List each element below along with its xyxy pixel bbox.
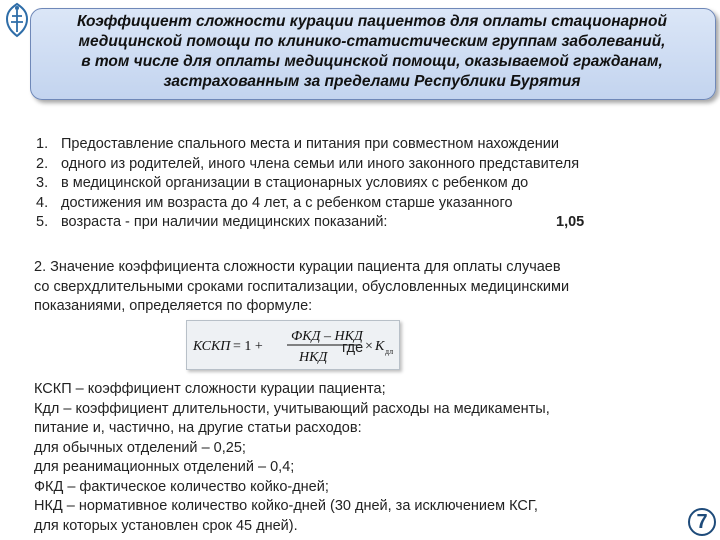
list-number: 4. xyxy=(36,194,49,211)
list-item xyxy=(36,135,696,155)
list-number: 3. xyxy=(36,175,49,191)
list-text: достижения им возраста до 4 лет, а с ребенком старше указанного xyxy=(61,194,513,211)
emblem-logo-icon xyxy=(2,2,32,38)
list-text: Предоставление спального места и питания при совместном нахождении xyxy=(61,136,559,152)
list-item xyxy=(36,174,696,194)
formula-k: К xyxy=(375,339,385,354)
formula-eq: = 1 + xyxy=(233,339,263,354)
title-line: в том числе для оплаты медицинской помощи, оказываемой гражданам, xyxy=(81,53,663,70)
numbered-list xyxy=(36,135,696,233)
paragraph-line: со сверхдлительными сроками госпитализации, обусловленных медицинскими xyxy=(34,278,570,295)
list-item xyxy=(36,194,696,214)
definition-line: ФКД – фактическое количество койко-дней; xyxy=(34,478,329,495)
definition-line: КСКП – коэффициент сложности курации пациента; xyxy=(34,381,386,397)
definition-line: питание и, частично, на другие статьи расходов: xyxy=(34,420,362,436)
list-number: 1. xyxy=(36,136,49,152)
list-text: одного из родителей, иного члена семьи или иного законного представителя xyxy=(61,155,580,172)
page-number-badge: 7 xyxy=(688,508,716,536)
formula-image xyxy=(186,320,400,370)
definition-line: НКД – нормативное количество койко-дней (30 дней, за исключением КСГ, xyxy=(34,498,538,514)
paragraph-line: показаниями, определяется по формуле: xyxy=(34,298,313,314)
formula-times: × xyxy=(365,339,373,354)
formula-k-sub: дл xyxy=(385,347,394,356)
title-line: Коэффициент сложности курации пациентов для оплаты стационарной xyxy=(77,13,667,30)
formula-lhs: КСКП xyxy=(193,339,231,354)
list-item xyxy=(36,155,696,175)
list-text: в медицинской организации в стационарных условиях с ребенком до xyxy=(61,175,529,191)
list-number: 5. xyxy=(36,214,49,230)
formula-numerator: ФКД – НКД xyxy=(291,329,363,344)
formula-denominator: НКД xyxy=(299,350,328,365)
definition-line: Кдл – коэффициент длительности, учитывающий расходы на медикаменты, xyxy=(34,400,550,417)
formula-paragraph xyxy=(34,258,704,317)
formula-where: где xyxy=(342,340,364,356)
paragraph-line: 2. Значение коэффициента сложности курации пациента для оплаты случаев xyxy=(34,259,561,275)
list-item xyxy=(36,213,696,233)
list-number: 2. xyxy=(36,155,49,172)
page-title xyxy=(36,12,708,92)
title-line: медицинской помощи по клинико-статистическим группам заболеваний, xyxy=(78,33,666,50)
definition-line: для реанимационных отделений – 0,4; xyxy=(34,459,295,475)
definitions-list xyxy=(34,380,704,536)
definition-line: для обычных отделений – 0,25; xyxy=(34,439,246,456)
definition-line: для которых установлен срок 45 дней). xyxy=(34,517,298,534)
list-text: возраста - при наличии медицинских показаний: xyxy=(61,214,388,230)
coefficient-value: 1,05 xyxy=(556,214,585,230)
title-line: застрахованным за пределами Республики Бурятия xyxy=(163,73,581,90)
